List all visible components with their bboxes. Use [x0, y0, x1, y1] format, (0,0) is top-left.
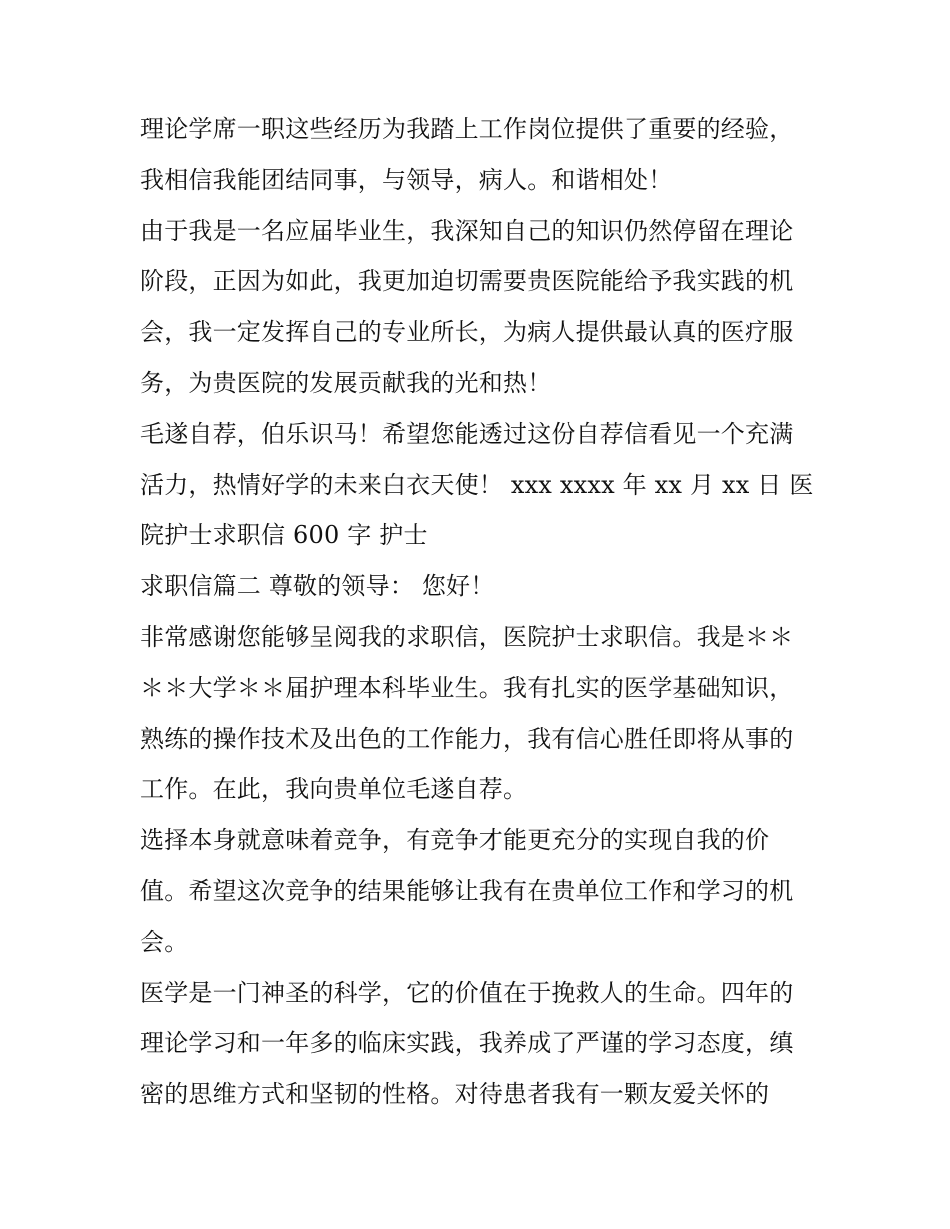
text-line: 理论学习和一年多的临床实践，我养成了严谨的学习态度，缜 [140, 1029, 794, 1058]
text-line: 会。 [140, 927, 189, 956]
text-line: 阶段，正因为如此，我更加迫切需要贵医院能给予我实践的机 [140, 267, 794, 296]
text-line: 非常感谢您能够呈阅我的求职信，医院护士求职信。我是＊＊ [140, 622, 794, 651]
text-line: 医学是一门神圣的科学，它的价值在于挽救人的生命。四年的 [140, 978, 794, 1007]
text-line: 会，我一定发挥自己的专业所长，为病人提供最认真的医疗服 [140, 318, 794, 347]
text-line: ＊＊大学＊＊届护理本科毕业生。我有扎实的医学基础知识， [140, 673, 794, 702]
text-line: 活力，热情好学的未来白衣天使！ xxx xxxx 年 xx 月 xx 日 医 [140, 470, 814, 499]
text-line: 选择本身就意味着竞争，有竞争才能更充分的实现自我的价 [140, 826, 770, 855]
text-line: 密的思维方式和坚韧的性格。对待患者我有一颗友爱关怀的 [140, 1080, 770, 1109]
text-line: 院护士求职信 600 字 护士 [140, 521, 428, 550]
text-line: 务，为贵医院的发展贡献我的光和热！ [140, 368, 552, 397]
text-line: 毛遂自荐，伯乐识马！希望您能透过这份自荐信看见一个充满 [140, 419, 794, 448]
text-line: 我相信我能团结同事，与领导，病人。和谐相处！ [140, 165, 673, 194]
text-line: 熟练的操作技术及出色的工作能力，我有信心胜任即将从事的 [140, 724, 794, 753]
text-line: 工作。在此，我向贵单位毛遂自荐。 [140, 775, 528, 804]
text-line: 理论学席一职这些经历为我踏上工作岗位提供了重要的经验， [140, 115, 794, 143]
text-line: 值。希望这次竞争的结果能够让我有在贵单位工作和学习的机 [140, 876, 794, 905]
text-line: 求职信篇二 尊敬的领导： 您好！ [140, 572, 495, 601]
text-line: 由于我是一名应届毕业生，我深知自己的知识仍然停留在理论 [140, 216, 794, 245]
body-text [140, 104, 820, 1120]
